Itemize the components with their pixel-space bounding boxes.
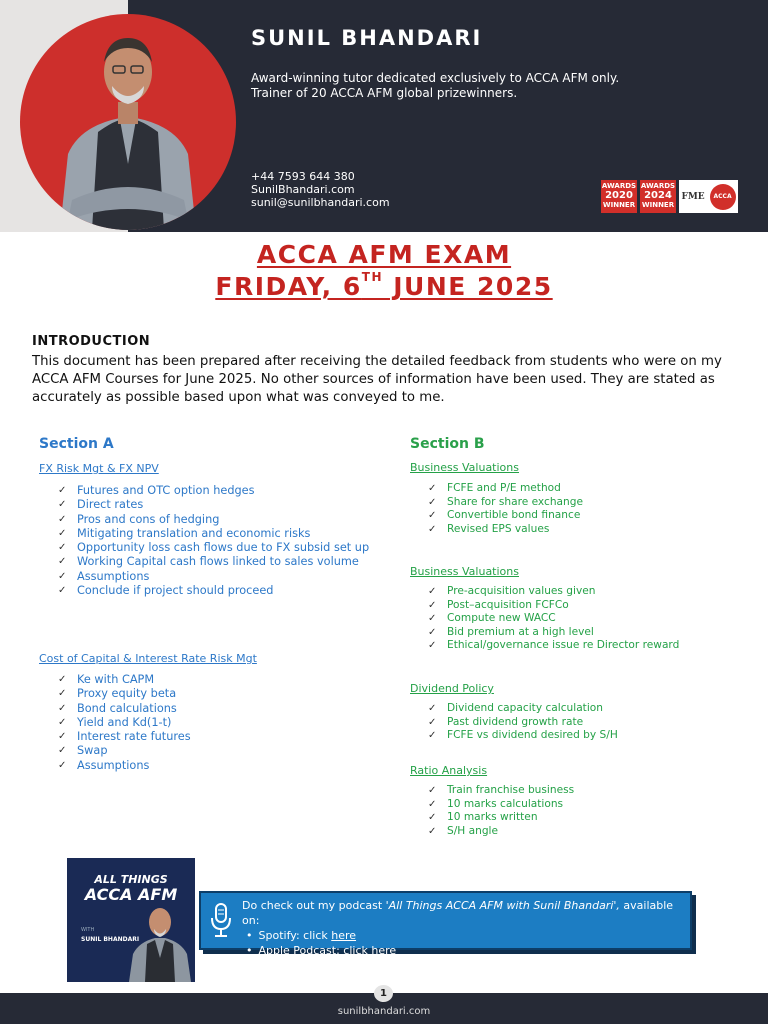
podcast-title: 'All Things ACCA AFM with Sunil Bhandari',	[385, 899, 620, 912]
podcast-links	[242, 928, 690, 958]
list-item: ✓ Pre-acquisition values given	[428, 585, 679, 599]
tutor-portrait	[20, 14, 236, 230]
list-item: ✓ Compute new WACC	[428, 612, 679, 626]
contact-email[interactable]: sunil@sunilbhandari.com	[251, 196, 390, 209]
section-a-group-1-heading: FX Risk Mgt & FX NPV	[39, 462, 159, 475]
podcast-cover-name: SUNIL BHANDARI	[81, 936, 140, 943]
podcast-cover-art[interactable]	[67, 858, 195, 982]
list-item: ✓ Convertible bond finance	[428, 509, 583, 523]
section-b-group-4-list	[428, 784, 574, 838]
list-item: ✓ Ke with CAPM	[58, 673, 191, 687]
podcast-text	[242, 898, 690, 958]
section-b-group-1-heading: Business Valuations	[410, 461, 519, 474]
award-label: AWARDS	[601, 182, 637, 190]
award-label: AWARDS	[640, 182, 676, 190]
list-item: ✓ S/H angle	[428, 825, 574, 839]
podcast-cover-line-1: ALL THINGS	[94, 873, 168, 886]
list-item: ✓ 10 marks calculations	[428, 798, 574, 812]
date-suffix: TH	[361, 270, 384, 284]
list-item: ✓ Ethical/governance issue re Director reward	[428, 639, 679, 653]
exam-title-line-2: FRIDAY, 6TH JUNE 2025	[215, 270, 553, 301]
list-item: ✓ FCFE and P/E method	[428, 482, 583, 496]
page-number: 1	[374, 985, 393, 1002]
award-year: 2020	[605, 190, 633, 201]
list-item: ✓ Conclude if project should proceed	[58, 584, 369, 598]
section-b-group-2-list	[428, 585, 679, 653]
list-item: ✓ Swap	[58, 744, 191, 758]
section-a-title: Section A	[39, 436, 114, 452]
award-badge-2020	[601, 180, 637, 213]
award-year: 2024	[644, 190, 672, 201]
podcast-callout	[199, 891, 692, 957]
list-item: ✓ Working Capital cash flows linked to sales volume	[58, 555, 369, 569]
intro-body: This document has been prepared after receiving the detailed feedback from students who were on my ACCA AFM Courses for June 2025. No other sources of information have been used. They are stated as accurately as possible based upon what was conveyed to me.	[32, 354, 722, 405]
spotify-link[interactable]: here	[331, 929, 357, 942]
tagline-line-1: Award-winning tutor dedicated exclusively to ACCA AFM only.	[251, 71, 620, 85]
fme-acca-logo	[679, 180, 738, 213]
fme-logo-text: FME	[681, 191, 705, 202]
list-item: ✓ Mitigating translation and economic risks	[58, 527, 369, 541]
microphone-icon	[210, 903, 232, 939]
list-item: ✓ 10 marks written	[428, 811, 574, 825]
list-item: ✓ Bid premium at a high level	[428, 626, 679, 640]
list-item: ✓ Train franchise business	[428, 784, 574, 798]
section-b-title: Section B	[410, 436, 485, 452]
list-item: ✓ Past dividend growth rate	[428, 716, 618, 730]
podcast-intro: Do check out my podcast 'All Things ACCA AFM with Sunil Bhandari', available on:	[242, 899, 674, 927]
section-a-group-2-heading: Cost of Capital & Interest Rate Risk Mgt	[39, 652, 257, 665]
section-b-group-1-list	[428, 482, 583, 536]
podcast-cover-line-2: ACCA AFM	[84, 885, 178, 904]
list-item: ✓ Assumptions	[58, 570, 369, 584]
tagline-line-2: Trainer of 20 ACCA AFM global prizewinners.	[251, 86, 518, 100]
section-b-group-2-heading: Business Valuations	[410, 565, 519, 578]
podcast-link-apple: • Apple Podcast: click here	[246, 943, 690, 958]
tutor-photo-icon	[20, 14, 236, 230]
award-badge-2024	[640, 180, 676, 213]
podcast-cover-with: WITH	[81, 927, 95, 933]
section-b-group-3-list	[428, 702, 618, 743]
contact-phone[interactable]: +44 7593 644 380	[251, 170, 355, 183]
list-item: ✓ Yield and Kd(1-t)	[58, 716, 191, 730]
section-a-group-2-list	[58, 673, 191, 773]
section-a-group-1-list	[58, 484, 369, 598]
acca-seal-icon: ACCA	[710, 184, 736, 210]
list-item: ✓ Interest rate futures	[58, 730, 191, 744]
list-item: ✓ Direct rates	[58, 498, 369, 512]
list-item: ✓ Pros and cons of hedging	[58, 513, 369, 527]
award-result: WINNER	[602, 201, 636, 209]
awards-row	[601, 180, 738, 213]
list-item: ✓ Proxy equity beta	[58, 687, 191, 701]
list-item: ✓ Futures and OTC option hedges	[58, 484, 369, 498]
podcast-link-spotify: • Spotify: click here	[246, 928, 690, 943]
intro-heading: INTRODUCTION	[32, 334, 151, 349]
contact-website[interactable]: SunilBhandari.com	[251, 183, 355, 196]
list-item: ✓ Post–acquisition FCFCo	[428, 599, 679, 613]
list-item: ✓ Share for share exchange	[428, 496, 583, 510]
footer-url[interactable]: sunilbhandari.com	[337, 1006, 431, 1017]
tutor-name: SUNIL BHANDARI	[251, 26, 483, 50]
podcast-host-icon	[125, 894, 195, 982]
list-item: ✓ Bond calculations	[58, 702, 191, 716]
award-result: WINNER	[641, 201, 675, 209]
list-item: ✓ Revised EPS values	[428, 523, 583, 537]
list-item: ✓ Opportunity loss cash flows due to FX subsid set up	[58, 541, 369, 555]
list-item: ✓ FCFE vs dividend desired by S/H	[428, 729, 618, 743]
list-item: ✓ Assumptions	[58, 759, 191, 773]
list-item: ✓ Dividend capacity calculation	[428, 702, 618, 716]
apple-podcast-link[interactable]: here	[371, 944, 397, 957]
section-b-group-3-heading: Dividend Policy	[410, 682, 494, 695]
section-b-group-4-heading: Ratio Analysis	[410, 764, 488, 777]
tagline	[251, 71, 619, 101]
contact-details	[251, 170, 390, 209]
exam-title-line-1: ACCA AFM EXAM	[256, 240, 512, 269]
